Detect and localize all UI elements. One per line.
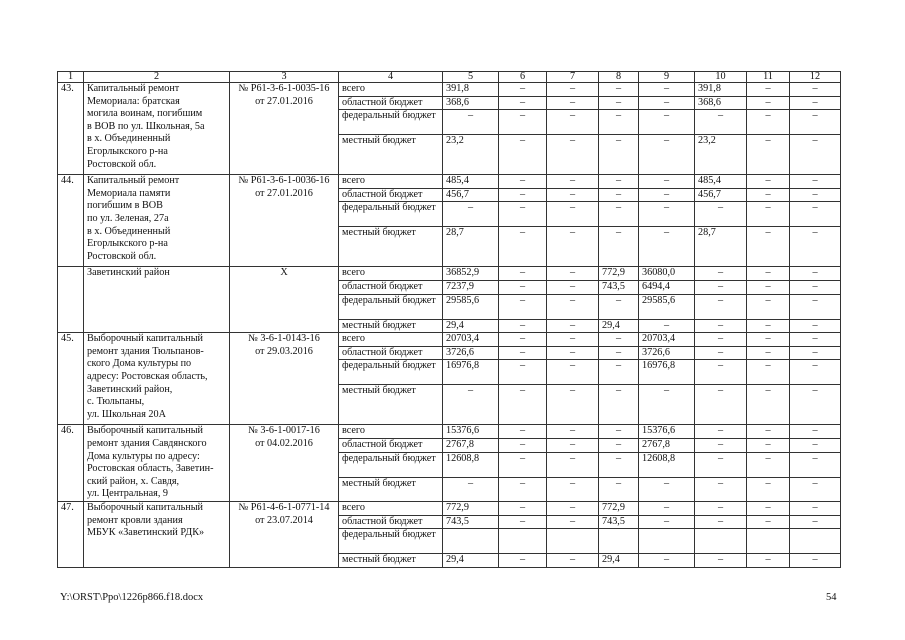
col-header: 4 <box>339 72 443 83</box>
value-cell: – <box>499 267 547 281</box>
col-header: 6 <box>499 72 547 83</box>
value-cell: – <box>443 385 499 425</box>
funding-source: местный бюджет <box>339 227 443 267</box>
project-document-line: № 3-6-1-0017-16 <box>248 425 320 437</box>
object-name-line: Егорлыкского р-на <box>87 238 168 250</box>
value-cell: – <box>599 135 639 175</box>
value-cell <box>443 529 499 554</box>
value-cell: 29,4 <box>443 319 499 333</box>
value-cell: – <box>547 360 599 385</box>
value-cell <box>547 529 599 554</box>
value-cell: – <box>790 333 841 347</box>
object-name-line: Ростовской обл. <box>87 250 157 262</box>
value-cell: – <box>790 227 841 267</box>
col-header: 5 <box>443 72 499 83</box>
value-cell: 16976,8 <box>639 360 695 385</box>
value-cell: – <box>747 202 790 227</box>
value-cell: 391,8 <box>695 83 747 97</box>
value-cell: – <box>639 515 695 529</box>
value-cell: – <box>547 294 599 319</box>
value-cell: 456,7 <box>443 188 499 202</box>
value-cell: – <box>639 188 695 202</box>
funding-source: областной бюджет <box>339 280 443 294</box>
value-cell: – <box>747 333 790 347</box>
funding-source: всего <box>339 501 443 515</box>
project-document-line: Х <box>280 267 288 279</box>
value-cell: – <box>695 333 747 347</box>
value-cell: 2767,8 <box>443 439 499 453</box>
value-cell: 20703,4 <box>443 333 499 347</box>
col-header: 10 <box>695 72 747 83</box>
project-document-line: от 27.01.2016 <box>255 187 313 199</box>
value-cell: – <box>547 83 599 97</box>
value-cell: – <box>790 319 841 333</box>
object-name-line: ул. Центральная, 9 <box>87 488 169 500</box>
value-cell: – <box>639 477 695 501</box>
value-cell: – <box>790 294 841 319</box>
value-cell: – <box>499 333 547 347</box>
funding-source: федеральный бюджет <box>339 360 443 385</box>
project-document-line: от 27.01.2016 <box>255 95 313 107</box>
object-name-line: в х. Объединенный <box>87 225 171 237</box>
value-cell: 29585,6 <box>639 294 695 319</box>
value-cell: – <box>547 110 599 135</box>
funding-source: всего <box>339 83 443 97</box>
value-cell: – <box>695 515 747 529</box>
object-name-line: Мемориала: братская <box>87 95 180 107</box>
funding-source: федеральный бюджет <box>339 529 443 554</box>
value-cell: – <box>499 439 547 453</box>
object-name-line: Выборочный капитальный <box>87 425 204 437</box>
value-cell: – <box>599 425 639 439</box>
item-number: 45. <box>58 333 84 425</box>
table-row <box>58 267 841 281</box>
object-name-line: в х. Объединенный <box>87 133 171 145</box>
value-cell: – <box>547 202 599 227</box>
value-cell: – <box>747 319 790 333</box>
column-number-row <box>58 72 841 83</box>
value-cell: – <box>790 515 841 529</box>
value-cell: 29,4 <box>599 554 639 568</box>
object-name-line: Капитальный ремонт <box>87 83 180 94</box>
col-header: 8 <box>599 72 639 83</box>
value-cell: – <box>747 175 790 189</box>
page-number: 54 <box>826 592 837 603</box>
value-cell: – <box>747 477 790 501</box>
value-cell: – <box>599 452 639 477</box>
object-name-line: Капитальный ремонт <box>87 175 180 187</box>
project-document <box>230 501 339 567</box>
funding-source: всего <box>339 333 443 347</box>
funding-source: областной бюджет <box>339 346 443 360</box>
value-cell: – <box>747 515 790 529</box>
value-cell: – <box>639 202 695 227</box>
value-cell: 772,9 <box>443 501 499 515</box>
funding-source: местный бюджет <box>339 135 443 175</box>
value-cell: – <box>747 385 790 425</box>
value-cell: – <box>747 501 790 515</box>
object-name-line: Выборочный капитальный <box>87 501 204 513</box>
value-cell: – <box>599 333 639 347</box>
value-cell: – <box>639 175 695 189</box>
value-cell: – <box>695 294 747 319</box>
funding-source: местный бюджет <box>339 385 443 425</box>
value-cell: – <box>790 175 841 189</box>
value-cell: 485,4 <box>443 175 499 189</box>
value-cell: 3726,6 <box>639 346 695 360</box>
item-number: 44. <box>58 175 84 267</box>
value-cell <box>639 529 695 554</box>
value-cell: – <box>747 188 790 202</box>
value-cell: – <box>695 477 747 501</box>
value-cell: – <box>547 188 599 202</box>
value-cell: – <box>639 227 695 267</box>
funding-source: областной бюджет <box>339 439 443 453</box>
value-cell: – <box>790 280 841 294</box>
value-cell: – <box>499 280 547 294</box>
object-name-line: адресу: Ростовская область, <box>87 370 208 382</box>
funding-source: местный бюджет <box>339 477 443 501</box>
value-cell: 23,2 <box>695 135 747 175</box>
project-document-line: № Р61-4-6-1-0771-14 <box>238 501 330 513</box>
object-name-line: могила воинам, погибшим <box>87 108 203 120</box>
value-cell: – <box>599 188 639 202</box>
value-cell: – <box>695 554 747 568</box>
value-cell: 772,9 <box>599 267 639 281</box>
object-name-line: в ВОВ по ул. Школьная, 5а <box>87 120 205 132</box>
value-cell: – <box>547 96 599 110</box>
value-cell: – <box>547 175 599 189</box>
value-cell: – <box>499 83 547 97</box>
col-header: 1 <box>58 72 84 83</box>
value-cell: – <box>695 452 747 477</box>
col-header: 7 <box>547 72 599 83</box>
value-cell: 456,7 <box>695 188 747 202</box>
value-cell: 36080,0 <box>639 267 695 281</box>
value-cell: – <box>599 346 639 360</box>
object-name-line: Дома культуры по адресу: <box>87 450 200 462</box>
value-cell: 12608,8 <box>639 452 695 477</box>
value-cell: – <box>599 175 639 189</box>
value-cell: – <box>747 227 790 267</box>
value-cell: – <box>499 202 547 227</box>
item-number: 43. <box>58 83 84 175</box>
value-cell: 16976,8 <box>443 360 499 385</box>
object-name-line: с. Тюльпаны, <box>87 396 145 408</box>
value-cell: – <box>499 425 547 439</box>
value-cell: 15376,6 <box>443 425 499 439</box>
value-cell: – <box>639 554 695 568</box>
value-cell: – <box>695 439 747 453</box>
value-cell: – <box>547 425 599 439</box>
value-cell: – <box>499 360 547 385</box>
value-cell: – <box>499 554 547 568</box>
object-name-line: Егорлыкского р-на <box>87 145 168 157</box>
project-document <box>230 333 339 425</box>
value-cell: – <box>547 385 599 425</box>
value-cell: – <box>599 110 639 135</box>
value-cell: 6494,4 <box>639 280 695 294</box>
value-cell: – <box>443 477 499 501</box>
value-cell: – <box>547 346 599 360</box>
value-cell: – <box>599 439 639 453</box>
value-cell: 15376,6 <box>639 425 695 439</box>
project-document <box>230 425 339 502</box>
value-cell: – <box>790 188 841 202</box>
value-cell: – <box>695 110 747 135</box>
value-cell: – <box>547 477 599 501</box>
col-header: 9 <box>639 72 695 83</box>
table-body <box>58 72 841 568</box>
value-cell: – <box>790 477 841 501</box>
value-cell: – <box>499 319 547 333</box>
value-cell: – <box>639 96 695 110</box>
value-cell: – <box>790 202 841 227</box>
value-cell <box>790 529 841 554</box>
object-name <box>84 175 230 267</box>
value-cell: – <box>790 452 841 477</box>
value-cell: – <box>790 360 841 385</box>
value-cell: – <box>547 280 599 294</box>
object-name <box>84 425 230 502</box>
value-cell: 772,9 <box>599 501 639 515</box>
project-document-line: № 3-6-1-0143-16 <box>248 333 320 345</box>
object-name-line: ул. Школьная 20А <box>87 408 166 420</box>
value-cell: – <box>499 385 547 425</box>
object-name <box>84 501 230 567</box>
funding-source: всего <box>339 175 443 189</box>
object-name-line: Мемориала памяти <box>87 187 171 199</box>
value-cell: – <box>790 501 841 515</box>
table-row <box>58 175 841 189</box>
value-cell: – <box>747 452 790 477</box>
funding-source: областной бюджет <box>339 188 443 202</box>
value-cell: – <box>790 83 841 97</box>
value-cell: 743,5 <box>443 515 499 529</box>
value-cell: 7237,9 <box>443 280 499 294</box>
value-cell: – <box>547 227 599 267</box>
funding-source: областной бюджет <box>339 96 443 110</box>
col-header: 2 <box>84 72 230 83</box>
col-header: 3 <box>230 72 339 83</box>
value-cell: – <box>499 96 547 110</box>
col-header: 12 <box>790 72 841 83</box>
value-cell: – <box>499 135 547 175</box>
value-cell: – <box>639 135 695 175</box>
value-cell: – <box>599 294 639 319</box>
object-name-line: Ростовской обл. <box>87 158 157 170</box>
table-row <box>58 425 841 439</box>
value-cell: – <box>547 515 599 529</box>
project-document <box>230 267 339 333</box>
value-cell: – <box>747 294 790 319</box>
value-cell: 743,5 <box>599 280 639 294</box>
value-cell: – <box>599 360 639 385</box>
value-cell: – <box>599 83 639 97</box>
object-name-line: Заветинский район <box>87 267 170 279</box>
value-cell: 368,6 <box>443 96 499 110</box>
object-name <box>84 83 230 175</box>
value-cell: – <box>747 83 790 97</box>
value-cell: – <box>639 319 695 333</box>
object-name-line: Ростовская область, Заветин- <box>87 463 214 475</box>
value-cell: – <box>443 202 499 227</box>
funding-source: местный бюджет <box>339 319 443 333</box>
funding-source: всего <box>339 425 443 439</box>
project-document-line: от 29.03.2016 <box>255 345 313 357</box>
value-cell: – <box>695 346 747 360</box>
value-cell: 743,5 <box>599 515 639 529</box>
value-cell: – <box>547 333 599 347</box>
value-cell: – <box>599 96 639 110</box>
value-cell: 28,7 <box>443 227 499 267</box>
value-cell: 485,4 <box>695 175 747 189</box>
value-cell: – <box>599 227 639 267</box>
value-cell: – <box>790 110 841 135</box>
value-cell: – <box>695 425 747 439</box>
project-document-line: № Р61-3-6-1-0036-16 <box>238 175 330 187</box>
value-cell: – <box>547 501 599 515</box>
value-cell: – <box>790 439 841 453</box>
object-name-line: ремонт здания Савдянского <box>87 437 207 449</box>
value-cell: – <box>599 385 639 425</box>
value-cell: – <box>790 135 841 175</box>
value-cell: – <box>639 501 695 515</box>
project-document-line: от 23.07.2014 <box>255 514 313 526</box>
value-cell: – <box>547 319 599 333</box>
value-cell: 36852,9 <box>443 267 499 281</box>
project-document-line: от 04.02.2016 <box>255 437 313 449</box>
value-cell: – <box>747 135 790 175</box>
value-cell: – <box>547 135 599 175</box>
object-name <box>84 333 230 425</box>
value-cell: – <box>747 267 790 281</box>
object-name-line: погибшим в ВОВ <box>87 200 163 212</box>
value-cell: – <box>747 360 790 385</box>
value-cell: – <box>747 439 790 453</box>
value-cell: – <box>747 554 790 568</box>
value-cell: – <box>499 477 547 501</box>
value-cell: 3726,6 <box>443 346 499 360</box>
value-cell: 2767,8 <box>639 439 695 453</box>
value-cell: 23,2 <box>443 135 499 175</box>
value-cell: – <box>499 501 547 515</box>
value-cell: 391,8 <box>443 83 499 97</box>
value-cell <box>695 529 747 554</box>
value-cell <box>747 529 790 554</box>
budget-table <box>57 71 841 568</box>
value-cell: – <box>499 346 547 360</box>
project-document <box>230 83 339 175</box>
value-cell: – <box>790 346 841 360</box>
value-cell: – <box>695 360 747 385</box>
funding-source: всего <box>339 267 443 281</box>
value-cell: 29,4 <box>443 554 499 568</box>
value-cell: – <box>499 452 547 477</box>
value-cell: – <box>747 110 790 135</box>
value-cell: – <box>790 425 841 439</box>
project-document-line: № Р61-3-6-1-0035-16 <box>238 83 330 94</box>
funding-source: федеральный бюджет <box>339 110 443 135</box>
funding-source: федеральный бюджет <box>339 202 443 227</box>
value-cell: – <box>499 175 547 189</box>
object-name-line: ремонт кровли здания <box>87 514 183 526</box>
funding-source: областной бюджет <box>339 515 443 529</box>
value-cell <box>599 529 639 554</box>
value-cell: – <box>695 202 747 227</box>
value-cell <box>499 529 547 554</box>
value-cell: 12608,8 <box>443 452 499 477</box>
table-row <box>58 501 841 515</box>
value-cell: – <box>695 501 747 515</box>
value-cell: – <box>499 227 547 267</box>
object-name-line: ский район, х. Савдя, <box>87 475 180 487</box>
value-cell: – <box>499 188 547 202</box>
funding-source: федеральный бюджет <box>339 294 443 319</box>
value-cell: – <box>639 83 695 97</box>
value-cell: – <box>547 439 599 453</box>
value-cell: 28,7 <box>695 227 747 267</box>
object-name-line: МБУК «Заветинский РДК» <box>87 527 205 539</box>
object-name-line: по ул. Зеленая, 27а <box>87 212 169 224</box>
value-cell: – <box>790 385 841 425</box>
value-cell: 20703,4 <box>639 333 695 347</box>
value-cell: – <box>499 294 547 319</box>
col-header: 11 <box>747 72 790 83</box>
value-cell: – <box>790 554 841 568</box>
value-cell: – <box>639 385 695 425</box>
table-row <box>58 333 841 347</box>
value-cell: – <box>790 267 841 281</box>
value-cell: – <box>695 319 747 333</box>
value-cell: – <box>547 452 599 477</box>
project-document <box>230 175 339 267</box>
item-number <box>58 267 84 333</box>
value-cell: – <box>639 110 695 135</box>
table-row <box>58 83 841 97</box>
value-cell: – <box>695 385 747 425</box>
value-cell: – <box>747 280 790 294</box>
value-cell: – <box>443 110 499 135</box>
value-cell: – <box>747 425 790 439</box>
value-cell: – <box>547 267 599 281</box>
value-cell: – <box>695 267 747 281</box>
value-cell: 29585,6 <box>443 294 499 319</box>
object-name-line: ского Дома культуры по <box>87 358 192 370</box>
value-cell: 29,4 <box>599 319 639 333</box>
file-path: Y:\ORST\Ppo\1226p866.f18.docx <box>60 592 204 603</box>
object-name <box>84 267 230 333</box>
value-cell: – <box>599 477 639 501</box>
value-cell: – <box>695 280 747 294</box>
item-number: 46. <box>58 425 84 502</box>
value-cell: – <box>790 96 841 110</box>
value-cell: – <box>747 96 790 110</box>
object-name-line: Заветинский район, <box>87 383 173 395</box>
item-number: 47. <box>58 501 84 567</box>
funding-source: местный бюджет <box>339 554 443 568</box>
value-cell: 368,6 <box>695 96 747 110</box>
value-cell: – <box>599 202 639 227</box>
value-cell: – <box>499 515 547 529</box>
object-name-line: ремонт здания Тюльпанов- <box>87 345 204 357</box>
value-cell: – <box>547 554 599 568</box>
funding-source: федеральный бюджет <box>339 452 443 477</box>
value-cell: – <box>747 346 790 360</box>
value-cell: – <box>499 110 547 135</box>
object-name-line: Выборочный капитальный <box>87 333 204 345</box>
